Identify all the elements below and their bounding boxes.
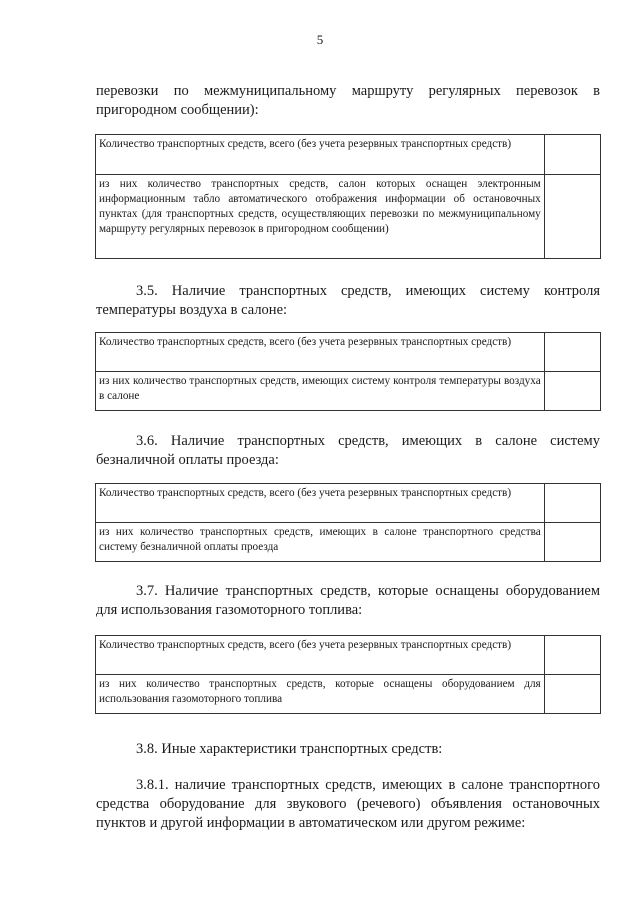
row-value bbox=[544, 484, 600, 523]
row-value bbox=[544, 523, 600, 562]
table-temperature-control bbox=[95, 332, 601, 411]
table-row bbox=[96, 523, 601, 562]
row-label: Количество транспортных средств, всего (без учета резервных транспортных средств) bbox=[96, 135, 545, 175]
section-3-5-paragraph: 3.5. Наличие транспортных средств, имеющих систему контроля температуры воздуха в салоне: bbox=[96, 283, 600, 318]
row-label: из них количество транспортных средств, имеющих в салоне транспортного средства систему безналичной оплаты проезда bbox=[96, 523, 545, 562]
row-value bbox=[544, 636, 600, 675]
table-row bbox=[96, 135, 601, 175]
table-vehicles-info-board bbox=[95, 134, 601, 259]
table-row bbox=[96, 675, 601, 714]
row-value bbox=[544, 135, 600, 175]
table-row bbox=[96, 372, 601, 411]
row-value bbox=[544, 175, 600, 259]
table-row bbox=[96, 333, 601, 372]
row-value bbox=[544, 675, 600, 714]
table-row bbox=[96, 175, 601, 259]
section-3-6-paragraph: 3.6. Наличие транспортных средств, имеющих в салоне систему безналичной оплаты проезда: bbox=[96, 433, 600, 468]
section-3-8-1-paragraph: 3.8.1. наличие транспортных средств, имеющих в салоне транспортного средства оборудование для звукового (речевого) объявления остановочных пунктов и другой информации в автоматическом или другом режиме: bbox=[96, 777, 600, 831]
page-number: 5 bbox=[316, 32, 324, 47]
intro-paragraph: перевозки по межмуниципальному маршруту регулярных перевозок в пригородном сообщении): bbox=[96, 83, 600, 118]
row-label: Количество транспортных средств, всего (без учета резервных транспортных средств) bbox=[96, 636, 545, 675]
table-cashless-payment bbox=[95, 483, 601, 562]
table-row bbox=[96, 636, 601, 675]
table-row bbox=[96, 484, 601, 523]
section-3-8-heading: 3.8. Иные характеристики транспортных средств: bbox=[136, 741, 443, 757]
row-label: Количество транспортных средств, всего (без учета резервных транспортных средств) bbox=[96, 333, 545, 372]
row-label: из них количество транспортных средств, имеющих систему контроля температуры воздуха в салоне bbox=[96, 372, 545, 411]
section-3-7-paragraph: 3.7. Наличие транспортных средств, которые оснащены оборудованием для использования газомоторного топлива: bbox=[96, 583, 600, 618]
row-value bbox=[544, 372, 600, 411]
row-label: из них количество транспортных средств, салон которых оснащен электронным информационным табло автоматического отображения информации об остановочных пунктах (для транспортных средств, осуществляющих перевозки по межмуниципальному маршруту регулярных перевозок в пригородном сообщении) bbox=[96, 175, 545, 259]
row-value bbox=[544, 333, 600, 372]
row-label: из них количество транспортных средств, которые оснащены оборудованием для использования газомоторного топлива bbox=[96, 675, 545, 714]
row-label: Количество транспортных средств, всего (без учета резервных транспортных средств) bbox=[96, 484, 545, 523]
table-gas-fuel-equipment bbox=[95, 635, 601, 714]
